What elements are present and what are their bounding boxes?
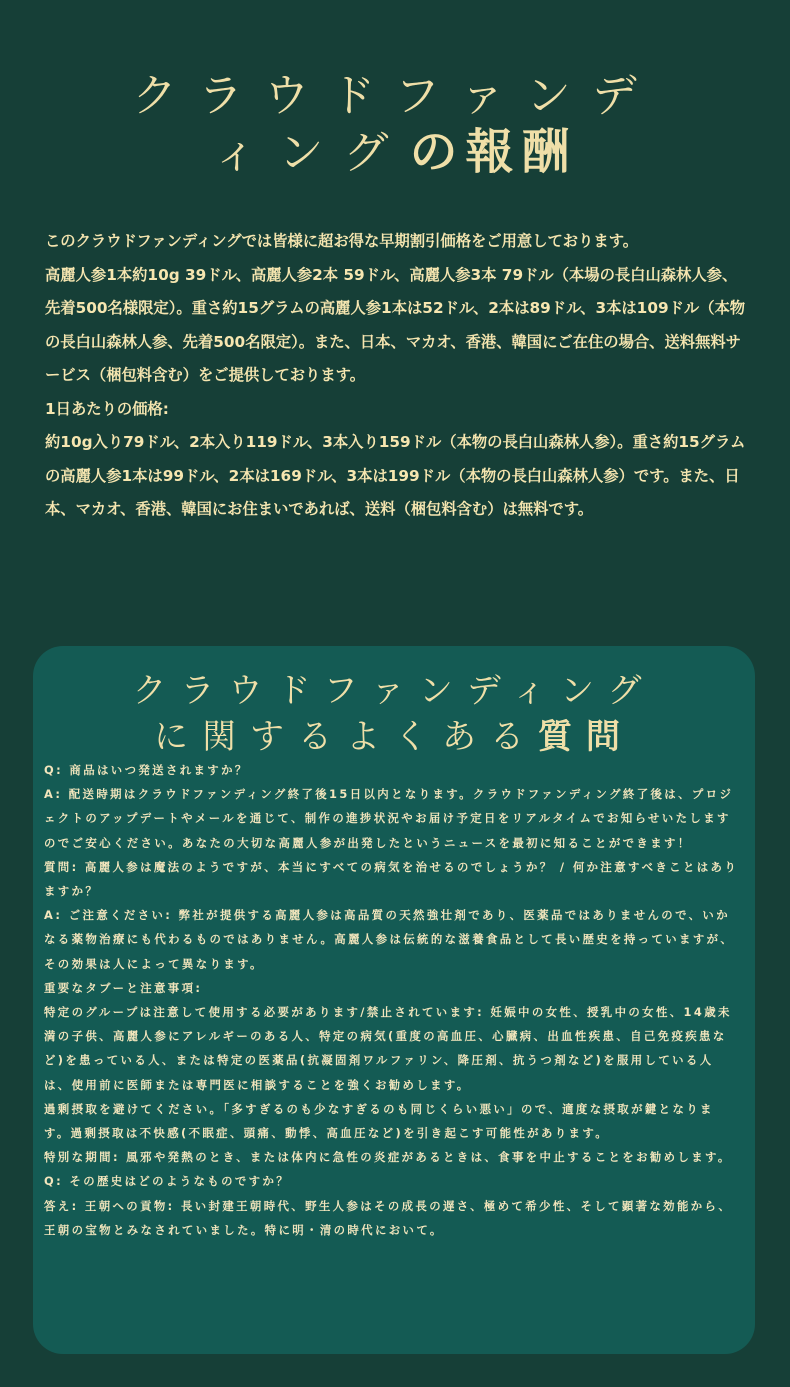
- faq-item: Q: その歴史はどのようなものですか？: [44, 1174, 291, 1189]
- faq-title-line2: に関するよくある: [154, 717, 538, 757]
- rewards-intro: [45, 225, 750, 527]
- faq-item: Q: 商品はいつ発送されますか？: [44, 763, 249, 777]
- intro-paragraph: 高麗人参1本約10g 39ドル、高麗人参2本 59ドル、高麗人参3本 79ドル（本場の長白山森林人参、先着500名様限定）。重さ約15グラムの高麗人参1本は52ドル、2本は89ドル、3本は109ドル（本物の長白山森林人参、先着500名限定）。また、日本、マカオ、香港、韓国にご在住の場合、送料無料サービス（梱包料含む）をご提供しております。: [45, 265, 746, 384]
- faq-item: 過剰摂取を避けてください。「多すぎるのも少なすぎるのも同じくらい悪い」ので、適度な摂取が鍵となります。過剰摂取は不快感(不眠症、頭痛、動悸、高血圧など)を引き起こす可能性があります。: [44, 1101, 714, 1141]
- faq-item: A: ご注意ください: 弊社が提供する高麗人参は高品質の天然強壮剤であり、医薬品ではありませんので、いかなる薬物治療にも代わるものではありません。高麗人参は伝統的な滋養食品として長い歴史を持っていますが、その効果は人によって異なります。: [44, 908, 735, 971]
- faq-item: 質問: 高麗人参は魔法のようですが、本当にすべての病気を治せるのでしょうか？ / 何か注意すべきことはありますか？: [44, 859, 739, 899]
- faq-item: 特別な期間: 風邪や発熱のとき、または体内に急性の炎症があるときは、食事を中止することをお勧めします。: [44, 1150, 732, 1165]
- page-title-line2: ィング: [212, 126, 410, 179]
- intro-paragraph: 1日あたりの価格:: [45, 399, 169, 418]
- intro-paragraph: このクラウドファンディングでは皆様に超お得な早期割引価格をご用意しております。: [45, 232, 639, 250]
- faq-item: 重要なタブーと注意事項:: [44, 980, 203, 995]
- page-title: [0, 68, 790, 181]
- faq-panel: [33, 646, 755, 1354]
- page-title-line1: クラウドファンデ: [132, 69, 658, 122]
- faq-item: 特定のグループは注意して使用する必要があります/禁止されています: 妊娠中の女性、授乳中の女性、14歳未満の子供、高麗人参にアレルギーのある人、特定の病気(重度の高血圧、心臓病、出血性疾患、自己免疫疾患など)を患っている人、または特定の医薬品(抗凝固剤ワルファリン、降圧剤、抗うつ剤など)を服用している人は、使用前に医師または専門医に相談することを強くお勧めします。: [44, 1005, 732, 1092]
- faq-title-emphasis: 質問: [538, 717, 634, 757]
- faq-title: [33, 668, 755, 760]
- faq-item: A: 配送時期はクラウドファンディング終了後15日以内となります。クラウドファンディング終了後は、プロジェクトのアップデートやメールを通じて、制作の進捗状況やお届け予定日をリアルタイムでお知らせいたしますのでご安心ください。あなたの大切な高麗人参が出発したというニュースを最初に知ることができます！: [44, 787, 734, 850]
- faq-body: [44, 758, 739, 1242]
- page-title-emphasis: の報酬: [409, 124, 578, 180]
- intro-paragraph: 約10g入り79ドル、2本入り119ドル、3本入り159ドル（本物の長白山森林人参）。重さ約15グラムの高麗人参1本は99ドル、2本は169ドル、3本は199ドル（本物の長白山森林人参）です。また、日本、マカオ、香港、韓国にお住まいであれば、送料（梱包料含む）は無料です。: [45, 433, 746, 518]
- faq-item: 答え: 王朝への貢物: 長い封建王朝時代、野生人参はその成長の遅さ、極めて希少性、そして顕著な効能から、王朝の宝物とみなされていました。特に明・清の時代において。: [44, 1198, 733, 1237]
- faq-title-line1: クラウドファンディング: [132, 671, 656, 711]
